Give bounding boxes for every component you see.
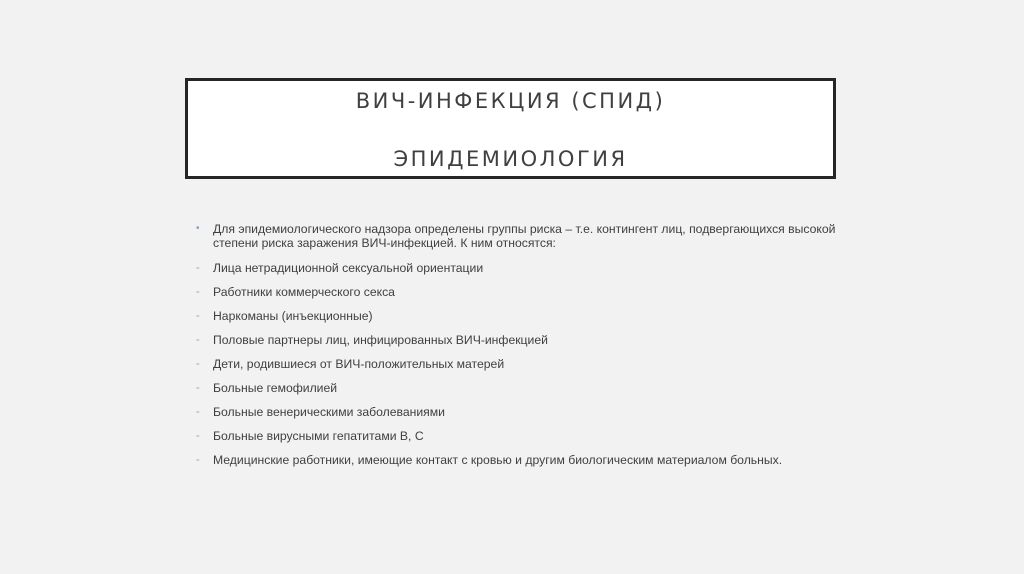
list-item xyxy=(196,429,836,443)
intro-bullet xyxy=(196,222,836,250)
dash-marker: - xyxy=(196,334,200,346)
list-item xyxy=(196,357,836,371)
list-item xyxy=(196,381,836,395)
list-item-text: Больные венерическими заболеваниями xyxy=(213,405,445,419)
list-item-text: Больные гемофилией xyxy=(213,381,338,395)
list-item-text: Лица нетрадиционной сексуальной ориентации xyxy=(213,261,484,275)
dash-marker: - xyxy=(196,286,200,298)
list-item-text: Половые партнеры лиц, инфицированных ВИЧ-инфекцией xyxy=(213,333,548,347)
intro-text: Для эпидемиологического надзора определены группы риска – т.е. контингент лиц, подвергающихся высокой степени риска заражения ВИЧ-инфекцией. К ним относятся: xyxy=(213,222,836,250)
bullet-marker: • xyxy=(196,223,200,234)
content-list xyxy=(196,222,836,477)
list-item xyxy=(196,405,836,419)
list-item-text: Медицинские работники, имеющие контакт с кровью и другим биологическим материалом больных. xyxy=(213,453,783,467)
dash-marker: - xyxy=(196,358,200,370)
list-item-text: Больные вирусными гепатитами В, С xyxy=(213,429,424,443)
list-item-text: Наркоманы (инъекционные) xyxy=(213,309,373,323)
dash-marker: - xyxy=(196,430,200,442)
slide-subtitle: ЭПИДЕМИОЛОГИЯ xyxy=(393,147,628,171)
list-item-text: Дети, родившиеся от ВИЧ-положительных матерей xyxy=(213,357,505,371)
dash-marker: - xyxy=(196,382,200,394)
slide-title: ВИЧ-ИНФЕКЦИЯ (СПИД) xyxy=(355,89,666,113)
dash-marker: - xyxy=(196,310,200,322)
list-item xyxy=(196,333,836,347)
list-item xyxy=(196,309,836,323)
dash-marker: - xyxy=(196,454,200,466)
dash-marker: - xyxy=(196,262,200,274)
list-item-text: Работники коммерческого секса xyxy=(213,285,395,299)
dash-marker: - xyxy=(196,406,200,418)
list-item xyxy=(196,285,836,299)
title-box xyxy=(185,78,836,179)
list-item xyxy=(196,453,836,467)
list-item xyxy=(196,261,836,275)
